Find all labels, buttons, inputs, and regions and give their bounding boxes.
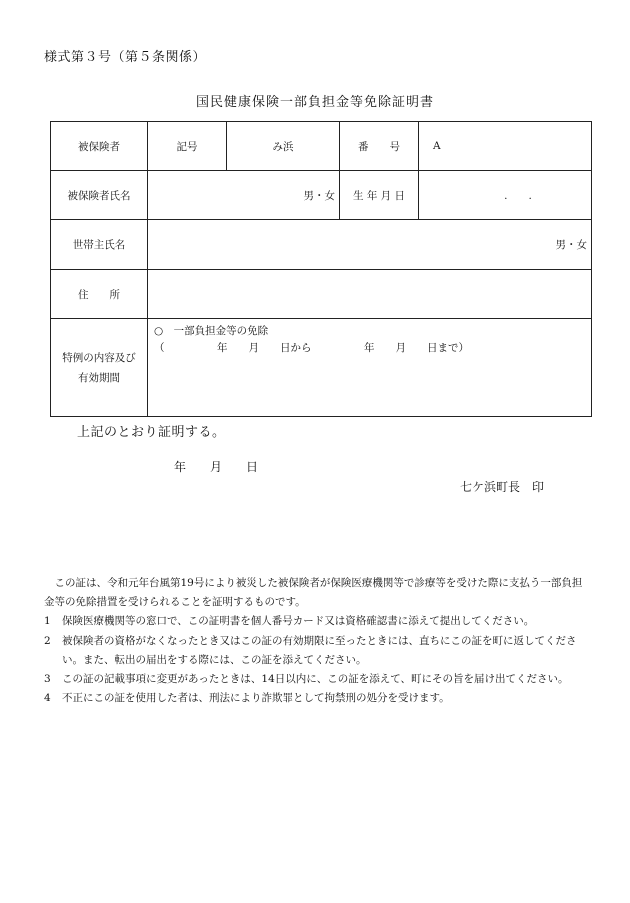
number-label: 番 号 <box>340 122 419 171</box>
symbol-value: み浜 <box>227 122 340 171</box>
notes-section <box>44 574 589 708</box>
number-value: A <box>419 122 592 171</box>
notes-intro: この証は、令和元年台風第19号により被災した被保険者が保険医療機関等で診療等を受けた際に支払う一部負担金等の免除措置を受けられることを証明するものです。 <box>44 577 583 609</box>
birth-date-value: . . <box>419 171 592 220</box>
issue-date: 年 月 日 <box>174 460 259 474</box>
household-head-row <box>51 220 592 270</box>
insured-label: 被保険者 <box>51 122 148 171</box>
exemption-checkbox-line: ○ 一部負担金等の免除 <box>154 325 269 337</box>
mayor-signature: 七ケ浜町長 印 <box>460 480 545 494</box>
address-field <box>148 270 592 319</box>
note-item <box>44 670 589 689</box>
note-number: 1 <box>44 615 51 628</box>
closing-statement: 上記のとおり証明する。 <box>77 425 226 440</box>
special-case-label <box>51 319 148 417</box>
special-case-field <box>148 319 592 417</box>
note-text: 不正にこの証を使用した者は、刑法により詐欺罪として拘禁刑の処分を受けます。 <box>62 692 450 705</box>
symbol-label: 記号 <box>148 122 227 171</box>
address-label: 住 所 <box>51 270 148 319</box>
household-head-sex-field: 男・女 <box>148 220 592 270</box>
insured-name-label: 被保険者氏名 <box>51 171 148 220</box>
note-item <box>44 612 589 631</box>
document-title: 国民健康保険一部負担金等免除証明書 <box>195 95 434 110</box>
household-head-label: 世帯主氏名 <box>51 220 148 270</box>
form-number-label: 様式第３号（第５条関係） <box>44 50 207 65</box>
note-number: 4 <box>44 692 51 705</box>
validity-period-line: （ 年 月 日から 年 月 日まで） <box>154 342 469 354</box>
insured-sex-field: 男・女 <box>148 171 340 220</box>
note-item <box>44 632 589 670</box>
note-text: 保険医療機関等の窓口で、この証明書を個人番号カード又は資格確認書に添えて提出してください。 <box>62 615 535 628</box>
certificate-table <box>50 121 592 417</box>
address-row <box>51 270 592 319</box>
special-case-label-line1: 特例の内容及び <box>62 351 136 364</box>
insured-row <box>51 122 592 171</box>
note-item <box>44 689 589 708</box>
note-text: 被保険者の資格がなくなったとき又はこの証の有効期限に至ったときには、直ちにこの証を町に返してください。また、転出の届出をする際には、この証を添えてください。 <box>62 634 577 666</box>
insured-name-row <box>51 171 592 220</box>
special-case-label-line2: 有効期間 <box>78 371 120 384</box>
birth-date-label: 生 年 月 日 <box>340 171 419 220</box>
special-case-row <box>51 319 592 417</box>
note-text: この証の記載事項に変更があったときは、14日以内に、この証を添えて、町にその旨を届け出てください。 <box>62 673 569 686</box>
note-number: 3 <box>44 673 51 686</box>
note-number: 2 <box>44 634 51 647</box>
